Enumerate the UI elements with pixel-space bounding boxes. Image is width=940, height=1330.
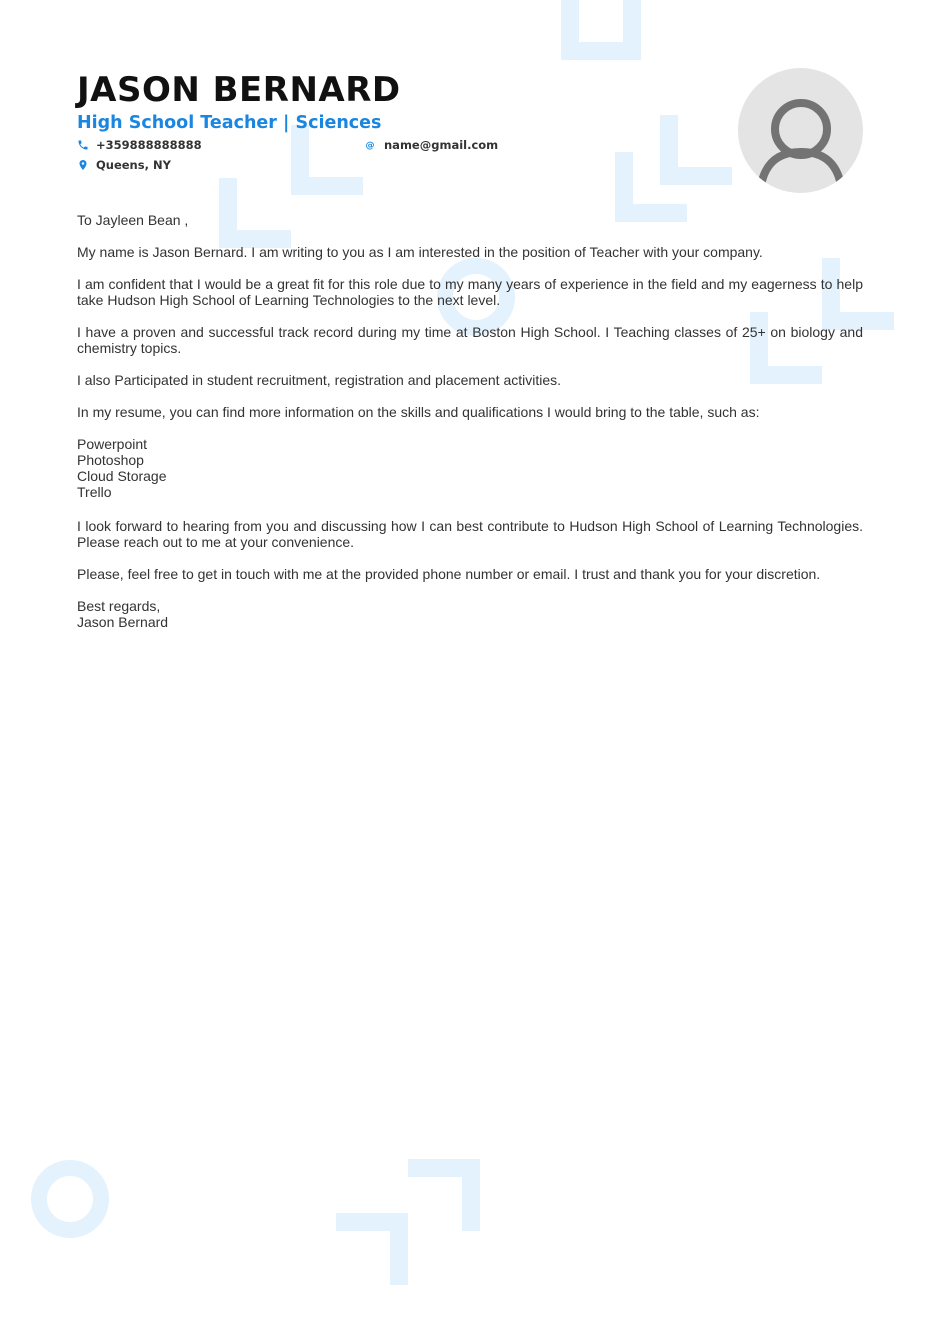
avatar — [738, 68, 863, 193]
phone-contact — [77, 138, 202, 152]
signature-block — [77, 598, 863, 630]
location-text: Queens, NY — [96, 158, 171, 172]
letter-paragraph: My name is Jason Bernard. I am writing to you as I am interested in the position of Teacher with your company. — [77, 244, 763, 260]
letter-body — [77, 212, 863, 630]
map-pin-icon — [77, 159, 89, 171]
signature-name: Jason Bernard — [77, 614, 169, 630]
letter-paragraph: I have a proven and successful track record during my time at Boston High School. I Teaching classes of 25+ on biology and chemistry topics. — [77, 324, 863, 356]
skills-list — [77, 436, 863, 500]
phone-icon — [77, 139, 89, 151]
phone-number: +359888888888 — [96, 138, 202, 152]
letter-paragraph: I am confident that I would be a great fit for this role due to my many years of experience in the field and my eagerness to help take Hudson High School of Learning Technologies to the next level. — [77, 276, 863, 308]
letter-paragraph: In my resume, you can find more information on the skills and qualifications I would bring to the table, such as: — [77, 404, 760, 420]
letter-paragraph: I also Participated in student recruitment, registration and placement activities. — [77, 372, 562, 388]
list-item: Powerpoint — [77, 436, 148, 452]
location-contact — [77, 158, 171, 172]
email-address: name@gmail.com — [384, 138, 499, 152]
email-contact — [364, 138, 498, 152]
salutation: To Jayleen Bean , — [77, 212, 189, 228]
list-item: Cloud Storage — [77, 468, 167, 484]
job-title: High School Teacher | Sciences — [77, 113, 382, 133]
at-icon — [364, 139, 376, 151]
sign-off: Best regards, — [77, 598, 161, 614]
svg-text:@: @ — [365, 141, 375, 151]
list-item: Trello — [77, 484, 112, 500]
user-silhouette-icon — [738, 68, 863, 193]
letter-paragraph: Please, feel free to get in touch with me at the provided phone number or email. I trust and thank you for your discretion. — [77, 566, 821, 582]
list-item: Photoshop — [77, 452, 144, 468]
letter-paragraph: I look forward to hearing from you and discussing how I can best contribute to Hudson High School of Learning Technologies. Please reach out to me at your convenience. — [77, 518, 863, 550]
applicant-name: JASON BERNARD — [77, 70, 401, 110]
